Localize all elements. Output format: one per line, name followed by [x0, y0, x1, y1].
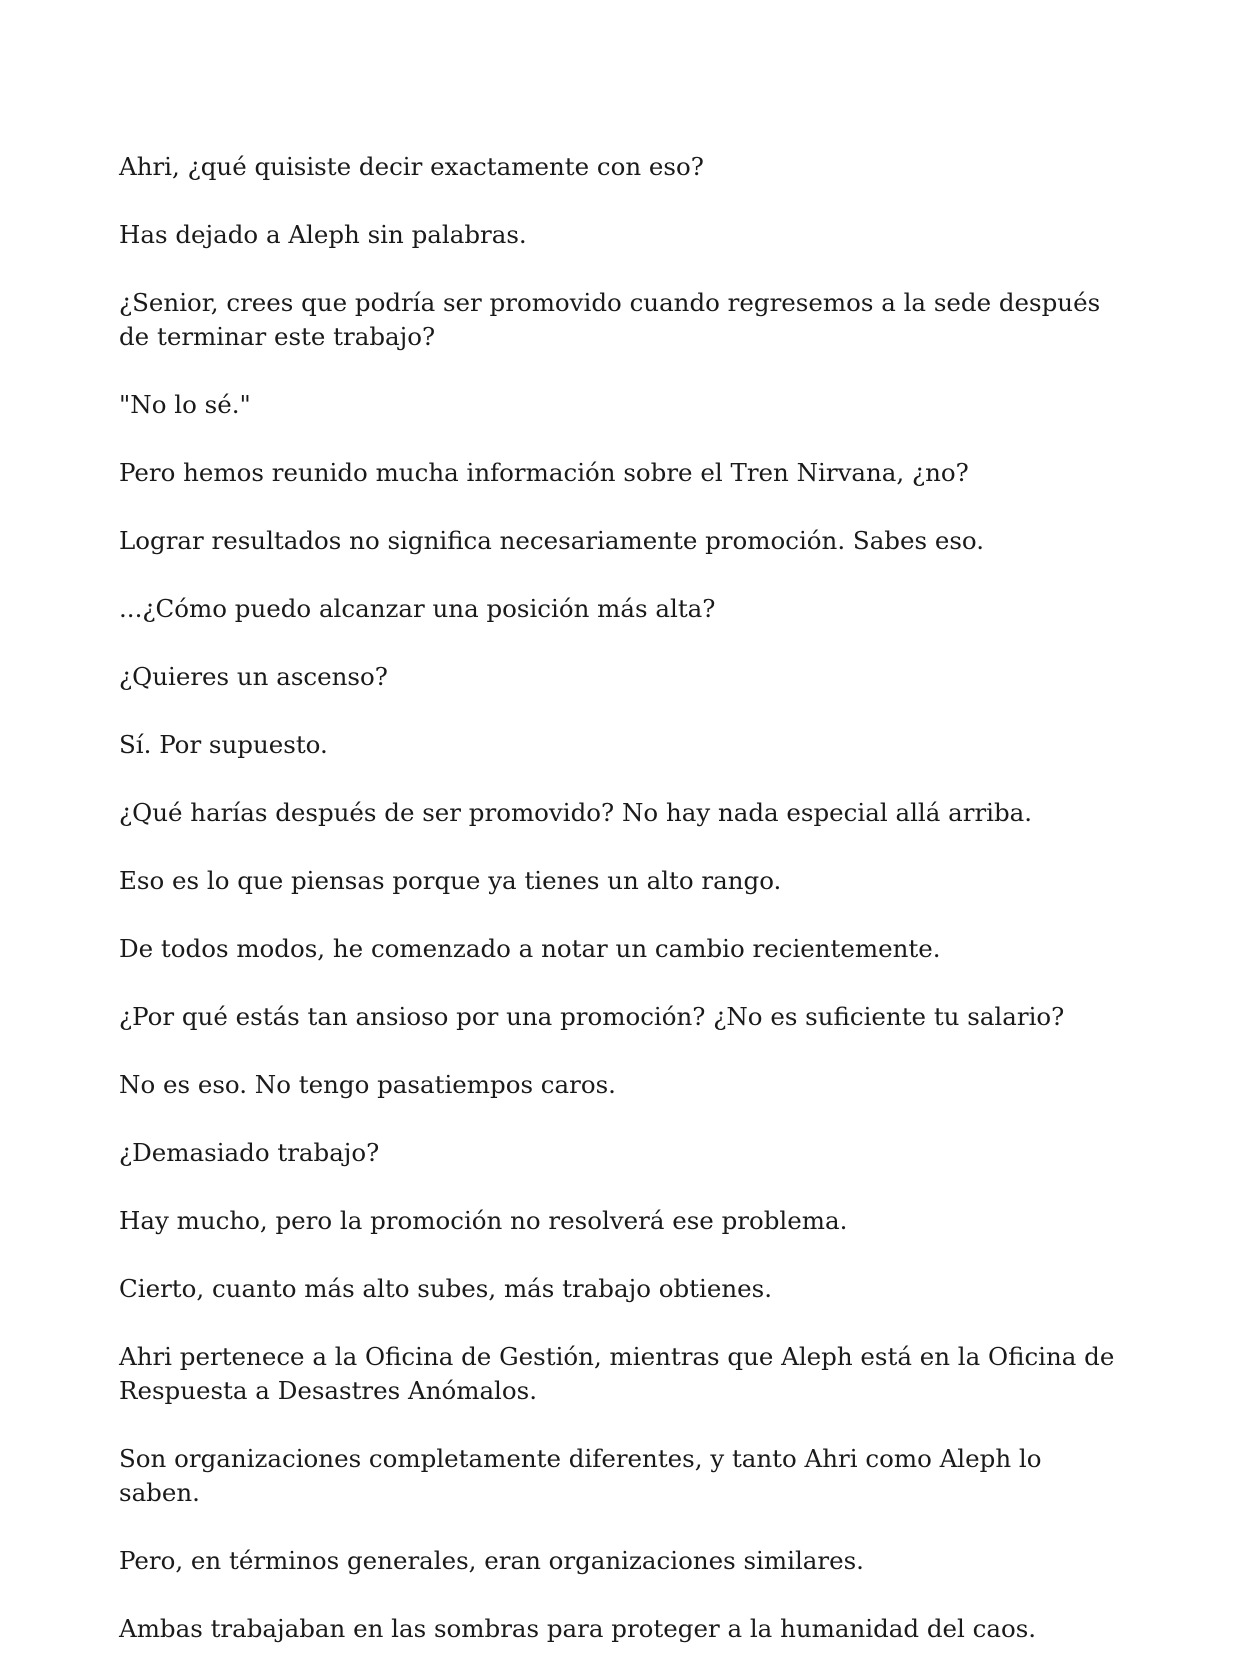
paragraph: Sí. Por supuesto. — [119, 730, 328, 759]
paragraph: Ahri, ¿qué quisiste decir exactamente con eso? — [119, 152, 704, 181]
paragraph: ¿Por qué estás tan ansioso por una promoción? ¿No es suficiente tu salario? — [119, 1002, 1065, 1031]
paragraph: Lograr resultados no significa necesariamente promoción. Sabes eso. — [119, 526, 985, 555]
document-body — [119, 150, 1129, 1680]
paragraph: Cierto, cuanto más alto subes, más trabajo obtienes. — [119, 1274, 772, 1303]
paragraph: Eso es lo que piensas porque ya tienes un alto rango. — [119, 866, 782, 895]
paragraph: ¿Demasiado trabajo? — [119, 1138, 380, 1167]
paragraph: No es eso. No tengo pasatiempos caros. — [119, 1070, 616, 1099]
paragraph: ¿Quieres un ascenso? — [119, 662, 388, 691]
paragraph: ¿Senior, crees que podría ser promovido cuando regresemos a la sede después de terminar este trabajo? — [119, 288, 1101, 351]
paragraph: De todos modos, he comenzado a notar un cambio recientemente. — [119, 934, 941, 963]
paragraph: Pero hemos reunido mucha información sobre el Tren Nirvana, ¿no? — [119, 458, 969, 487]
paragraph: Pero, en términos generales, eran organizaciones similares. — [119, 1546, 864, 1575]
paragraph: Son organizaciones completamente diferentes, y tanto Ahri como Aleph lo saben. — [119, 1444, 1042, 1507]
paragraph: Has dejado a Aleph sin palabras. — [119, 220, 527, 249]
paragraph: ...¿Cómo puedo alcanzar una posición más alta? — [119, 594, 716, 623]
paragraph: Ahri pertenece a la Oficina de Gestión, mientras que Aleph está en la Oficina de Respuesta a Desastres Anómalos. — [119, 1342, 1115, 1405]
paragraph: ¿Qué harías después de ser promovido? No hay nada especial allá arriba. — [119, 798, 1033, 827]
paragraph: Hay mucho, pero la promoción no resolverá ese problema. — [119, 1206, 848, 1235]
paragraph: "No lo sé." — [119, 390, 251, 419]
paragraph: Ambas trabajaban en las sombras para proteger a la humanidad del caos. — [119, 1614, 1037, 1643]
